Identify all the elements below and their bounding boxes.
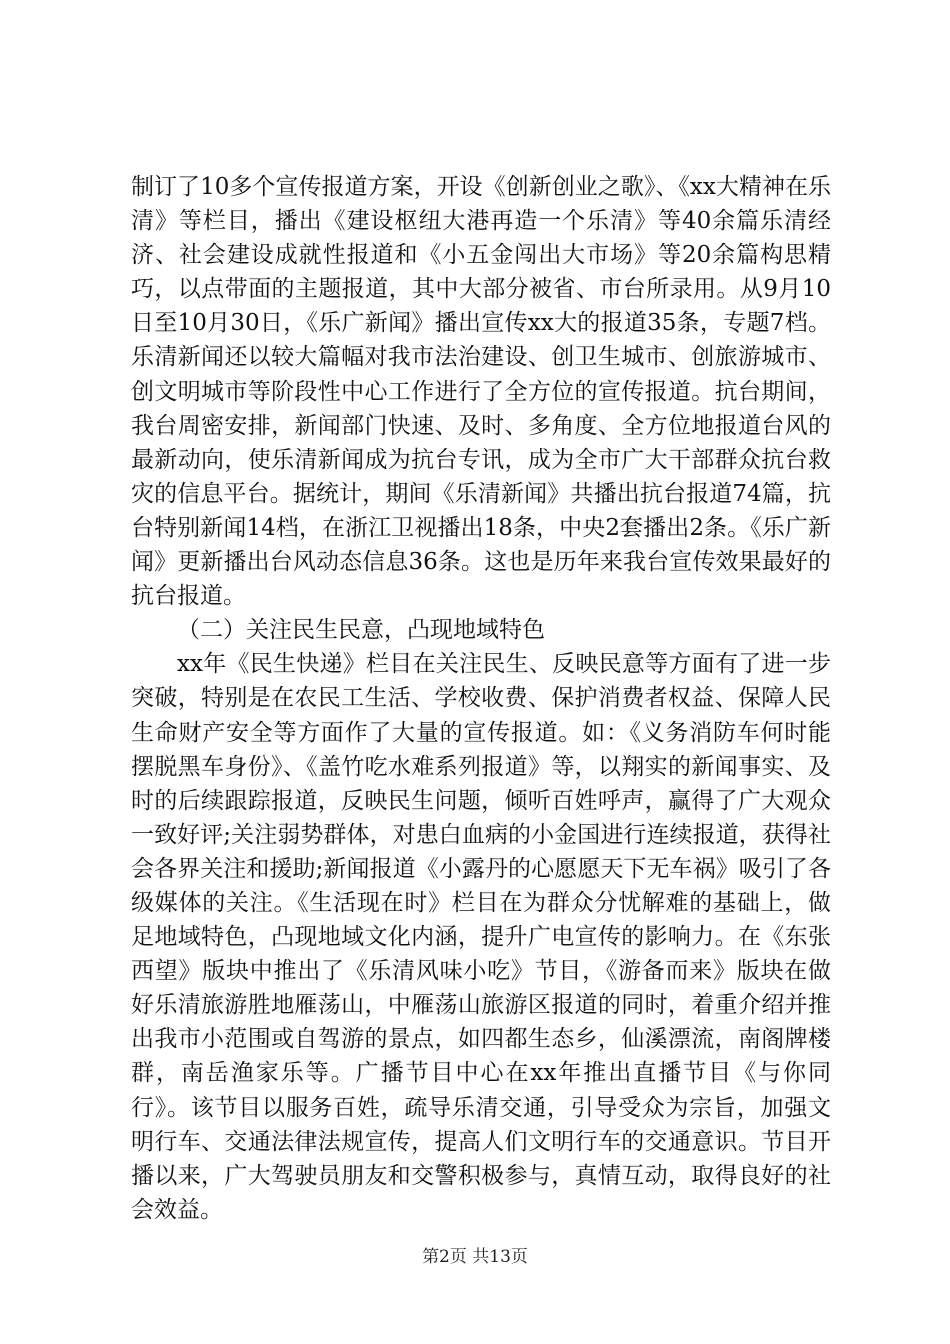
section-heading: （二）关注民生民意，凸现地域特色 — [177, 617, 545, 644]
paragraph-1: 制订了10多个宣传报道方案，开设《创新创业之歌》、《xx大精神在乐清》等栏目，播出《建设枢纽大港再造一个乐清》等40余篇乐清经济、社会建设成就性报道和《小五金闯出大市场》等20余篇构思精巧，以点带面的主题报道，其中大部分被省、市台所录用。从9月10日至10月30日，《乐广新闻》播出宣传xx大的报道35条，专题7档。乐清新闻还以较大篇幅对我市法治建设、创卫生城市、创旅游城市、创文明城市等阶段性中心工作进行了全方位的宣传报道。抗台期间，我台周密安排，新闻部门快速、及时、多角度、全方位地报道台风的最新动向，使乐清新闻成为抗台专讯，成为全市广大干部群众抗台救灾的信息平台。据统计，期间《乐清新闻》共播出抗台报道74篇，抗台特别新闻14档，在浙江卫视播出18条，中央2套播出2条。《乐广新闻》更新播出台风动态信息36条。这也是历年来我台宣传效果最好的抗台报道。 — [131, 174, 831, 610]
page-footer: 第2页 共13页 — [422, 1247, 528, 1267]
paragraph-2: xx年《民生快递》栏目在关注民生、反映民意等方面有了进一步突破，特别是在农民工生活、学校收费、保护消费者权益、保障人民生命财产安全等方面作了大量的宣传报道。如：《义务消防车何时能摆脱黑车身份》、《盖竹吃水难系列报道》等，以翔实的新闻事实、及时的后续跟踪报道，反映民生问题，倾听百姓呼声，赢得了广大观众一致好评;关注弱势群体，对患白血病的小金国进行连续报道，获得社会各界关注和援助;新闻报道《小露丹的心愿愿天下无车祸》吸引了各级媒体的关注。《生活现在时》栏目在为群众分忧解难的基础上，做足地域特色，凸现地域文化内涵，提升广电宣传的影响力。在《东张西望》版块中推出了《乐清风味小吃》节目，《游备而来》版块在做好乐清旅游胜地雁荡山，中雁荡山旅游区报道的同时，着重介绍并推出我市小范围或自驾游的景点，如四都生态乡，仙溪漂流，南阁牌楼群，南岳渔家乐等。广播节目中心在xx年推出直播节目《与你同行》。该节目以服务百姓，疏导乐清交通，引导受众为宗旨，加强文明行车、交通法律法规宣传，提高人们文明行车的交通意识。节目开播以来，广大驾驶员朋友和交警积极参与，真情互动，取得良好的社会效益。 — [131, 651, 831, 1223]
document-body — [131, 170, 831, 1227]
